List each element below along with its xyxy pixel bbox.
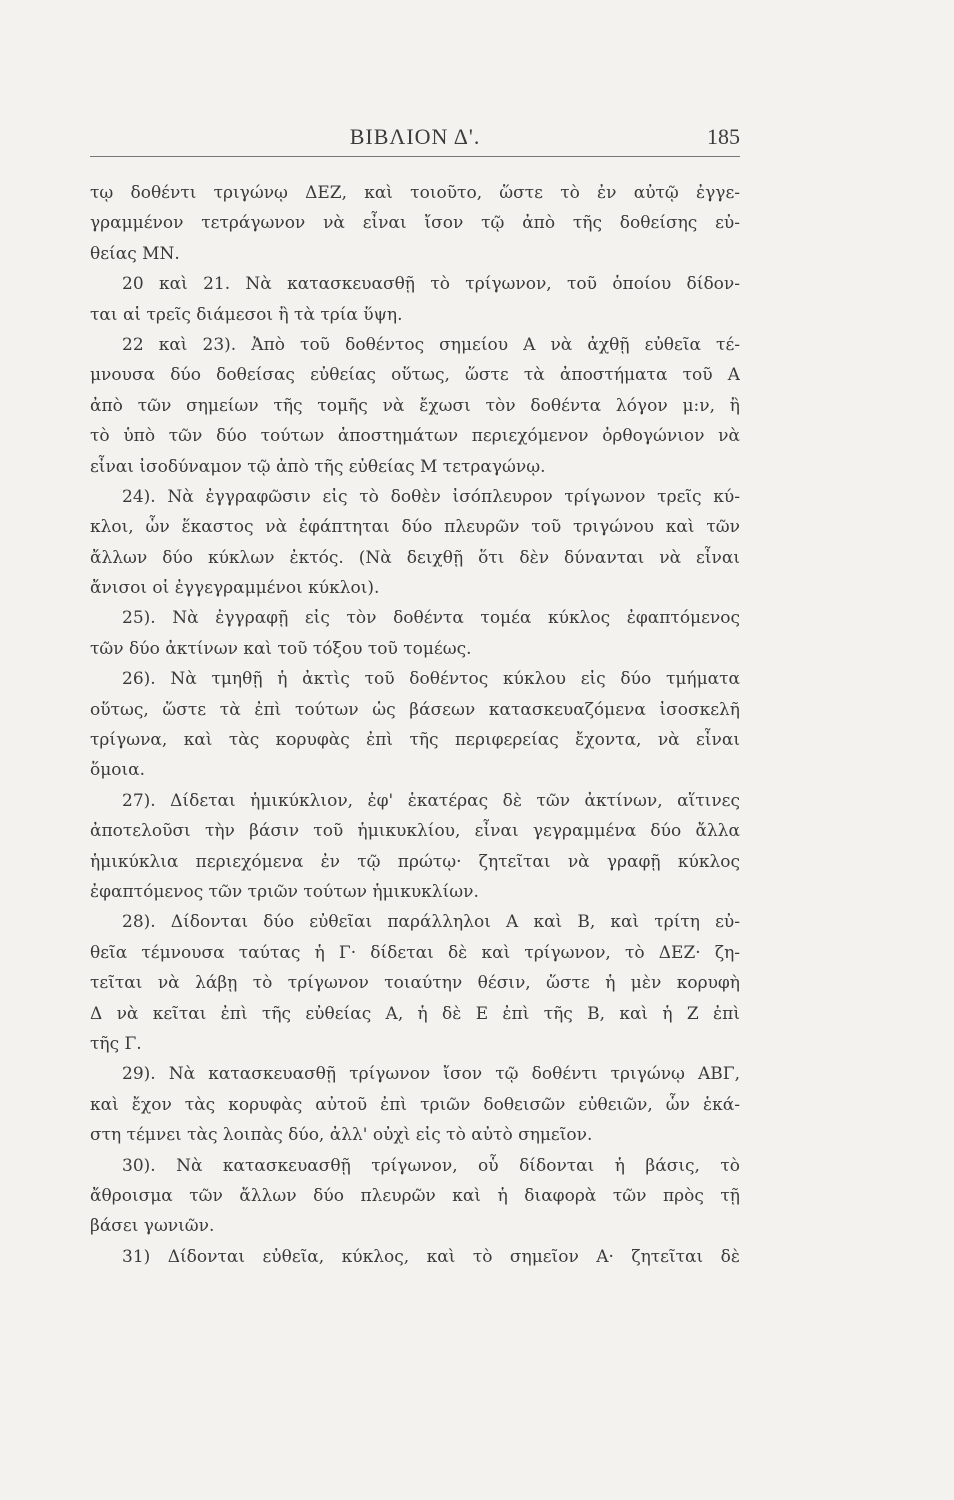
- text-line: 27). Δίδεται ἡμικύκλιον, ἐφ' ἑκατέρας δὲ τῶν ἀκτίνων, αἵτινες: [122, 790, 740, 811]
- text-line: ὅμοια.: [90, 760, 146, 781]
- running-head: [90, 122, 740, 157]
- text-line: καὶ ἔχον τὰς κορυφὰς αὐτοῦ ἐπὶ τριῶν δοθεισῶν εὐθειῶν, ὧν ἑκά-: [90, 1094, 740, 1115]
- text-line: ἄλλων δύο κύκλων ἐκτός. (Νὰ δειχθῇ ὅτι δὲν δύνανται νὰ εἶναι: [90, 547, 740, 568]
- text-line: ἄθροισμα τῶν ἄλλων δύο πλευρῶν καὶ ἡ διαφορὰ τῶν πρὸς τῇ: [90, 1185, 740, 1206]
- text-line: τῶν δύο ἀκτίνων καὶ τοῦ τόξου τοῦ τομέως.: [90, 638, 472, 659]
- text-line: τὸ ὑπὸ τῶν δύο τούτων ἀποστημάτων περιεχόμενον ὀρθογώνιον νὰ: [90, 426, 740, 447]
- text-line: 20 καὶ 21. Νὰ κατασκευασθῇ τὸ τρίγωνον, τοῦ ὁποίου δίδον-: [122, 274, 740, 295]
- text-line: θεῖα τέμνουσα ταύτας ἡ Γ· δίδεται δὲ καὶ τρίγωνον, τὸ ΔΕΖ· ζη-: [90, 942, 740, 963]
- text-line: βάσει γωνιῶν.: [90, 1216, 215, 1237]
- text-line: 30). Νὰ κατασκευασθῇ τρίγωνον, οὗ δίδονται ἡ βάσις, τὸ: [122, 1155, 740, 1176]
- text-line: τεῖται νὰ λάβῃ τὸ τρίγωνον τοιαύτην θέσιν, ὥστε ἡ μὲν κορυφὴ: [90, 973, 740, 994]
- text-line: κλοι, ὧν ἕκαστος νὰ ἐφάπτηται δύο πλευρῶν τοῦ τριγώνου καὶ τῶν: [90, 517, 740, 538]
- text-line: μνουσα δύο δοθείσας εὐθείας οὕτως, ὥστε τὰ ἀποστήματα τοῦ Α: [90, 365, 740, 386]
- text-line: τῆς Γ.: [90, 1033, 142, 1054]
- text-line: 28). Δίδονται δύο εὐθεῖαι παράλληλοι Α καὶ Β, καὶ τρίτη εὐ-: [122, 912, 740, 933]
- page-title: ΒΙΒΛΙΟΝ Δ'.: [349, 124, 481, 149]
- body-text: [90, 178, 740, 1272]
- text-line: ἡμικύκλια περιεχόμενα ἐν τῷ πρώτῳ· ζητεῖται νὰ γραφῇ κύκλος: [90, 851, 740, 872]
- text-line: 26). Νὰ τμηθῇ ἡ ἀκτὶς τοῦ δοθέντος κύκλου εἰς δύο τμήματα: [122, 669, 740, 690]
- text-line: 25). Νὰ ἐγγραφῇ εἰς τὸν δοθέντα τομέα κύκλος ἐφαπτόμενος: [122, 608, 740, 629]
- text-line: στη τέμνει τὰς λοιπὰς δύο, ἀλλ' οὐχὶ εἰς τὸ αὐτὸ σημεῖον.: [90, 1125, 593, 1146]
- text-line: 22 καὶ 23). Ἀπὸ τοῦ δοθέντος σημείου Α νὰ ἀχθῇ εὐθεῖα τέ-: [122, 334, 740, 355]
- text-line: εἶναι ἰσοδύναμον τῷ ἀπὸ τῆς εὐθείας Μ τετραγώνῳ.: [90, 456, 546, 477]
- text-line: 31) Δίδονται εὐθεῖα, κύκλος, καὶ τὸ σημεῖον Α· ζητεῖται δὲ: [122, 1246, 740, 1267]
- text-line: ἐφαπτόμενος τῶν τριῶν τούτων ἡμικυκλίων.: [90, 881, 479, 902]
- text-line: ἄνισοι οἱ ἐγγεγραμμένοι κύκλοι).: [90, 578, 380, 599]
- text-line: τῳ δοθέντι τριγώνῳ ΔΕΖ, καὶ τοιοῦτο, ὥστε τὸ ἐν αὐτῷ ἐγγε-: [90, 183, 740, 203]
- text-line: Δ νὰ κεῖται ἐπὶ τῆς εὐθείας Α, ἡ δὲ Ε ἐπὶ τῆς Β, καὶ ἡ Ζ ἐπὶ: [90, 1003, 740, 1024]
- text-line: θείας ΜΝ.: [90, 243, 180, 264]
- page-number: 185: [707, 124, 740, 149]
- text-line: 29). Νὰ κατασκευασθῇ τρίγωνον ἴσον τῷ δοθέντι τριγώνῳ ΑΒΓ,: [122, 1064, 740, 1085]
- text-line: ἀπὸ τῶν σημείων τῆς τομῆς νὰ ἔχωσι τὸν δοθέντα λόγον μ:ν, ἢ: [90, 395, 740, 416]
- text-line: 24). Νὰ ἐγγραφῶσιν εἰς τὸ δοθὲν ἰσόπλευρον τρίγωνον τρεῖς κύ-: [122, 486, 740, 507]
- text-line: τρίγωνα, καὶ τὰς κορυφὰς ἐπὶ τῆς περιφερείας ἔχοντα, νὰ εἶναι: [90, 730, 740, 751]
- text-line: οὕτως, ὥστε τὰ ἐπὶ τούτων ὡς βάσεων κατασκευαζόμενα ἰσοσκελῆ: [90, 699, 740, 720]
- text-line: ἀποτελοῦσι τὴν βάσιν τοῦ ἡμικυκλίου, εἶναι γεγραμμένα δύο ἄλλα: [90, 821, 740, 842]
- text-line: ται αἱ τρεῖς διάμεσοι ἢ τὰ τρία ὕψη.: [90, 304, 403, 325]
- text-line: γραμμένον τετράγωνον νὰ εἶναι ἴσον τῷ ἀπὸ τῆς δοθείσης εὐ-: [90, 213, 740, 234]
